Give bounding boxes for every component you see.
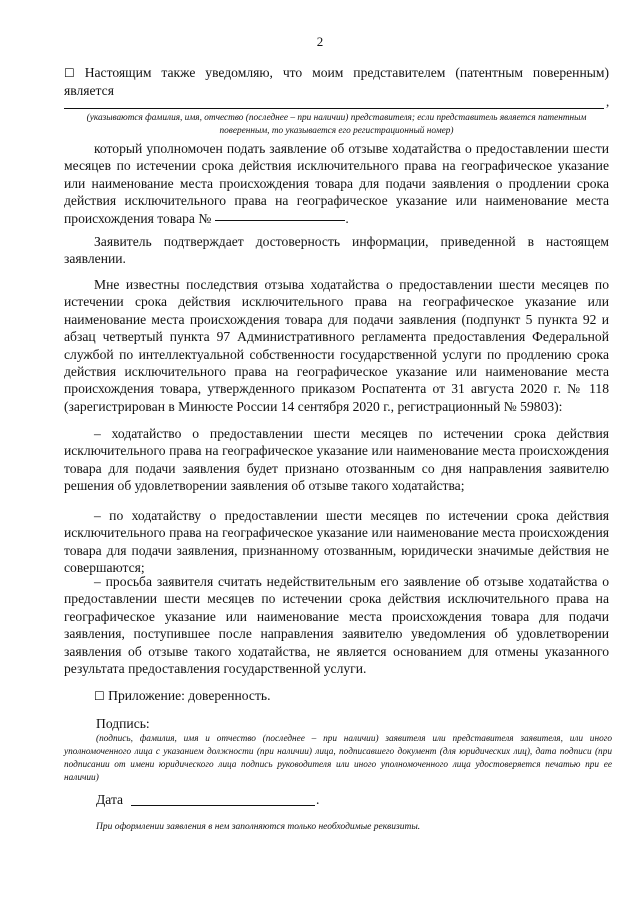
- date-end: .: [316, 792, 320, 807]
- attachment-text: Приложение: доверенность.: [108, 688, 271, 703]
- consequence-item-1: – ходатайство о предоставлении шести месяцев по истечении срока действия исключительного права на географическое указание или наименование места происхождения товара для подачи заявления будет признано отозванным со дня направления заявителю решения об удовлетворении заявления об отзыве такого ходатайства;: [64, 426, 609, 494]
- confirmation-paragraph: Заявитель подтверждает достоверность информации, приведенной в настоящем заявлении.: [64, 234, 609, 267]
- representative-paragraph: [64, 64, 609, 100]
- consequences-intro: Мне известны последствия отзыва ходатайства о предоставлении шести месяцев по истечении срока действия исключительного права на географическое указание или наименование места происхождения товара для подачи заявления (подпункт 5 пункта 92 и абзац четвертый пункта 97 Административного регламента предоставления Федеральной службой по интеллектуальной собственности государственной услуги по продлению срока действия исключительного права на географическое указание или наименование места происхождения товара, утвержденного приказом Роспатента от 31 августа 2020 г. № 118 (зарегистрирован в Минюсте России 14 сентября 2020 г., регистрационный № 59803):: [64, 277, 609, 414]
- representative-fill-line[interactable]: [64, 108, 604, 109]
- number-fill-line[interactable]: [215, 220, 345, 221]
- signature-label: Подпись:: [96, 716, 150, 731]
- signature-note: (подпись, фамилия, имя и отчество (последнее – при наличии) заявителя или представителя заявителя, или иного уполномоченного лица с указанием должности (при наличии) лица, подписавшего документ (для юридических лиц), дата подписи (при подписании от имени юридического лица подпись руководителя или иного уполномоченного лица удостоверяется печатью при ее наличии): [64, 734, 612, 783]
- representative-line-end: ,: [606, 94, 610, 109]
- representative-note: (указываются фамилия, имя, отчество (последнее – при наличии) представителя; если представитель является патентным поверенным, то указывается его регистрационный номер): [86, 113, 587, 136]
- consequence-item-2: – по ходатайству о предоставлении шести месяцев по истечении срока действия исключительного права на географическое указание или наименование места происхождения товара для подачи заявления, признанному отозванным, юридически значимые действия не совершаются;: [64, 508, 609, 576]
- page-number: 2: [316, 34, 324, 49]
- representative-text: Настоящим также уведомляю, что моим представителем (патентным поверенным) является: [64, 65, 609, 99]
- representative-continuation: который уполномочен подать заявление об отзыве ходатайства о предоставлении шести месяцев по истечении срока действия исключительного права на географическое указание или наименование места происхождения товара для подачи заявления о продлении срока действия исключительного права на географическое указание или наименование места происхождения товара № .: [64, 141, 609, 226]
- attachment-line: [94, 687, 594, 705]
- number-sign: №: [198, 210, 212, 226]
- consequence-item-3: – просьба заявителя считать недействительным его заявление об отзыве ходатайства о предоставлении шести месяцев по истечении срока действия исключительного права на географическое указание или наименование места происхождения товара для подачи заявления, поступившее после направления заявителю уведомления об удовлетворении заявления об отзыве такого ходатайства, не является основанием для отмены указанного результата предоставления государственной услуги.: [64, 574, 609, 677]
- date-fill-line[interactable]: [131, 805, 315, 806]
- attachment-checkbox[interactable]: ☐: [94, 689, 105, 703]
- footer-note: При оформлении заявления в нем заполняются только необходимые реквизиты.: [96, 822, 421, 832]
- date-label: Дата: [96, 792, 124, 807]
- representative-checkbox[interactable]: ☐: [64, 66, 75, 80]
